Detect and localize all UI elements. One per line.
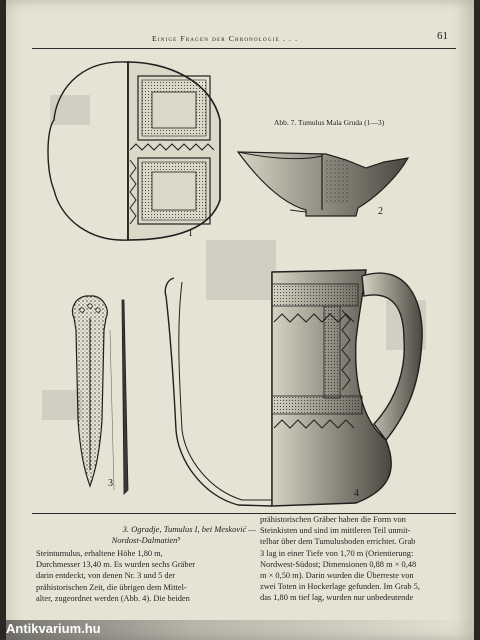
text-line: Steintumulus, erhaltene Höhe 1,80 m, [36,549,163,558]
text-line: darin entdeckt, von denen Nr. 3 und 5 der [36,571,176,581]
figure-caption: Abb. 7. Tumulus Mala Gruda (1—3) [274,118,385,127]
running-title: Einige Fragen der Chronologie . . . [152,34,299,43]
figure-label-2: 2 [378,206,383,217]
text-line: prähistorischen Gräber haben die Form von [260,515,406,524]
page-number: 61 [437,30,448,42]
book-page [6,0,474,640]
site-heading [36,524,256,546]
text-column-right [260,514,472,604]
figure-label-4: 4 [354,488,359,499]
site-heading-line-1: 3. Ogradje, Tumulus I, bei Mesković — [122,524,256,534]
text-line: Steinkisten und sind im mittleren Teil unmit- [260,526,411,536]
text-line: prähistorischen Zeit, die übrigen dem Mittel- [36,582,187,592]
text-line: telbar über dem Tumulusboden errichtet. Grab [260,537,416,547]
text-line: das 1,80 m tief lag, wurden nur unbedeutende [260,593,414,603]
watermark-bar [0,620,480,640]
drawing-1-disc [48,62,220,240]
site-heading-line-2: Nordost-Dalmatien⁹ [111,535,181,545]
text-line: Durchmesser 13,40 m. Es wurden sechs Gräber [36,560,196,570]
drawing-4-jug [165,270,422,506]
text-line: alter, zugeordnet werden (Abb. 4). Die beiden [36,593,190,603]
text-column-left [36,548,254,604]
drawing-3-dagger [73,296,129,494]
text-line: 3 lag in einer Tiefe von 1,70 m (Orientierung: [260,548,414,558]
text-line: zwei Toten in Hockerlage gefunden. Im Grab 5, [260,582,420,592]
text-line: Nordwest-Südost; Dimensionen 0,88 m × 0,48 [260,559,417,569]
watermark-text: Antikvarium.hu [6,621,101,636]
text-line: m × 0,50 m). Darin wurden die Überreste von [260,571,414,581]
figure-label-3: 3 [108,478,113,489]
figure-label-1: 1 [188,228,193,239]
